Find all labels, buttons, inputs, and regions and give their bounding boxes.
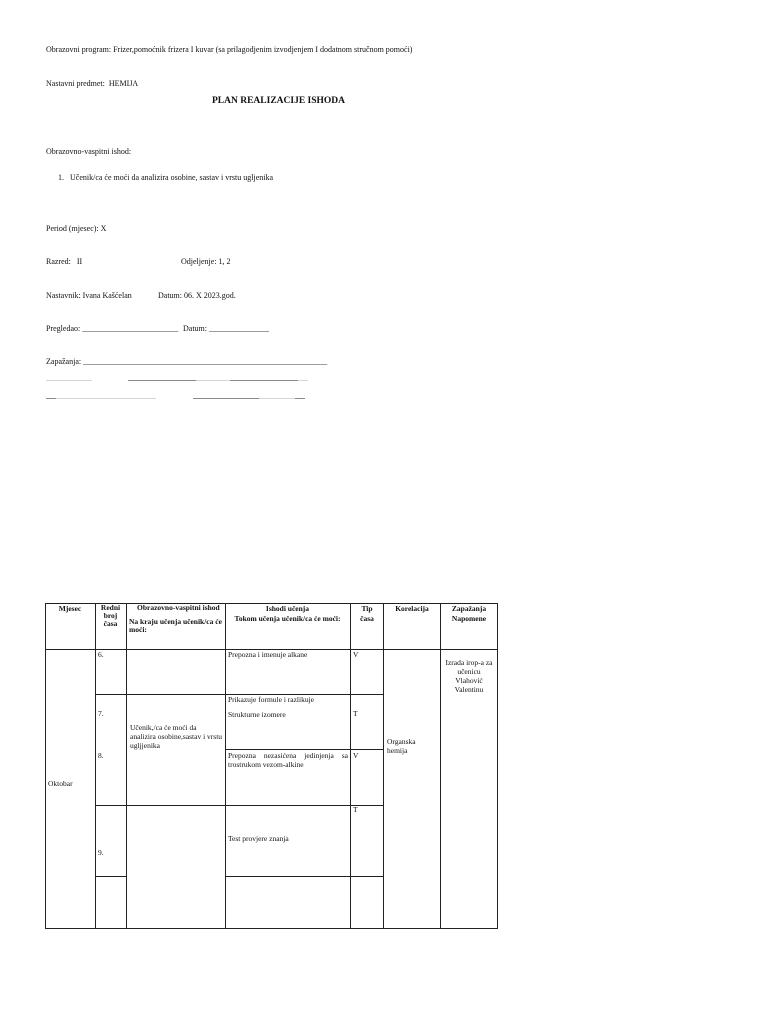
notes-rule [46, 380, 92, 381]
notes-rule [295, 398, 305, 399]
teacher-label: Nastavnik: [46, 291, 81, 300]
row-rule [95, 876, 126, 877]
header-notes-sub: Napomene [451, 614, 487, 623]
header-type-sub: časa [360, 614, 374, 623]
period-label: Period (mjesec): [46, 224, 99, 233]
notes-rule [196, 380, 230, 381]
header-type-title: Tip [361, 604, 373, 613]
outcome-item [58, 173, 273, 182]
period-value: X [100, 224, 107, 233]
review-date-line [183, 324, 269, 333]
cell-type: T [353, 805, 358, 814]
notes-rule [128, 380, 196, 381]
date-line [158, 291, 236, 300]
period-line [46, 224, 106, 233]
header-learning [225, 604, 350, 623]
page-title: PLAN REALIZACIJE ISHODA [212, 96, 346, 106]
header-type [351, 604, 383, 623]
program-line [46, 45, 412, 54]
program-label: Obrazovni program: [46, 45, 112, 54]
section-label: Odjeljenje: [181, 257, 217, 266]
subject-value: HEMIJA [108, 79, 139, 88]
subject-line [46, 79, 138, 88]
review-date-label: Datum: [183, 324, 207, 333]
row-rule [225, 876, 384, 877]
subject-label: Nastavni predmet: [46, 79, 105, 88]
header-lesson-no: Redni broj časa [100, 603, 121, 628]
table-border [95, 603, 96, 929]
review-date-blank: _______________ [209, 324, 269, 333]
table-border [383, 603, 384, 929]
table-border [45, 928, 498, 929]
notes-label: Zapažanja: [46, 357, 82, 366]
cell-lesson-no: 9. [98, 848, 104, 857]
cell-lesson-no: 6. [98, 650, 104, 659]
class-line [46, 257, 82, 266]
cell-learning-outcome: Test provjere znanja [228, 834, 289, 843]
notes-blank: _____________________________________________________________ [83, 357, 328, 366]
cell-outcome: Učenik,/ca će moći da analizira osobine,sastav i vrstu ugljjenika [130, 723, 223, 750]
row-rule [95, 805, 384, 806]
notes-rule [298, 380, 308, 381]
table-border [440, 603, 441, 929]
date-label: Datum: [158, 291, 182, 300]
cell-correlation: Organska hemija [387, 737, 416, 755]
header-outcome-title: Obrazovno-vaspitni ishod [137, 603, 220, 612]
cell-learning-outcome: Prepozna i imenuje alkane [228, 650, 308, 659]
program-value: Frizer,pomoćnik frizera I kuvar (sa prilagodjenim izvodjenjem I dodatnom stručnom pomoći) [113, 45, 413, 54]
header-outcome-sub: Na kraju učenja učenik/ca će moći: [129, 617, 222, 634]
section-line [181, 257, 231, 266]
class-value: II [76, 257, 83, 266]
notes-rule [193, 398, 259, 399]
notes-rule [94, 398, 156, 399]
header-notes-title: Zapažanja [451, 604, 487, 613]
cell-month: Oktobar [48, 779, 73, 788]
header-notes [441, 604, 497, 623]
plan-table [45, 603, 498, 929]
cell-notes: Izrada irop-a za učenicu Vlahović Valentinu [445, 658, 493, 694]
teacher-value: Ivana Kašćelan [82, 291, 132, 300]
date-value: 06. X 2023.god. [184, 291, 236, 300]
header-correlation: Korelacija [395, 604, 429, 613]
teacher-line [46, 291, 132, 300]
class-label: Razred: [46, 257, 71, 266]
cell-type: V [353, 751, 359, 760]
notes-rule [259, 398, 295, 399]
table-border [225, 603, 226, 929]
cell-lesson-no: 7. [98, 709, 104, 718]
notes-rule [230, 380, 298, 381]
header-learning-title: Ishodi učenja [265, 604, 310, 613]
cell-type: T [353, 709, 358, 718]
notes-rule [56, 398, 94, 399]
row-rule [225, 749, 384, 750]
table-border [497, 603, 498, 929]
section-value: 1, 2 [218, 257, 231, 266]
reviewed-blank: ________________________ [82, 324, 179, 333]
table-border [126, 603, 127, 929]
header-month: Mjesec [58, 604, 82, 613]
cell-lesson-no: 8. [98, 751, 104, 760]
outcome-label: Obrazovno-vaspitni ishod: [46, 147, 132, 156]
reviewed-line [46, 324, 178, 333]
cell-learning-outcome: Prepozna nezasićena jedinjenja sa trostrukom vezom-alkine [228, 751, 348, 769]
cell-type: V [353, 650, 359, 659]
outcome-text: Učenik/ca će moći da analizira osobine, sastav i vrstu ugljenika [70, 173, 274, 182]
reviewed-label: Pregledao: [46, 324, 81, 333]
cell-learning-outcome: Prikazuje formule i razlikuje [228, 695, 315, 704]
cell-learning-outcome: Strukturne izomere [228, 710, 286, 719]
notes-rule [46, 398, 56, 399]
table-border [45, 603, 46, 929]
header-learning-sub: Tokom učenja učenik/ca će moći: [234, 614, 341, 623]
notes-line [46, 357, 327, 366]
header-outcome [129, 604, 223, 634]
table-border [350, 603, 351, 929]
outcome-number: 1. [58, 173, 64, 182]
row-rule [95, 694, 226, 695]
